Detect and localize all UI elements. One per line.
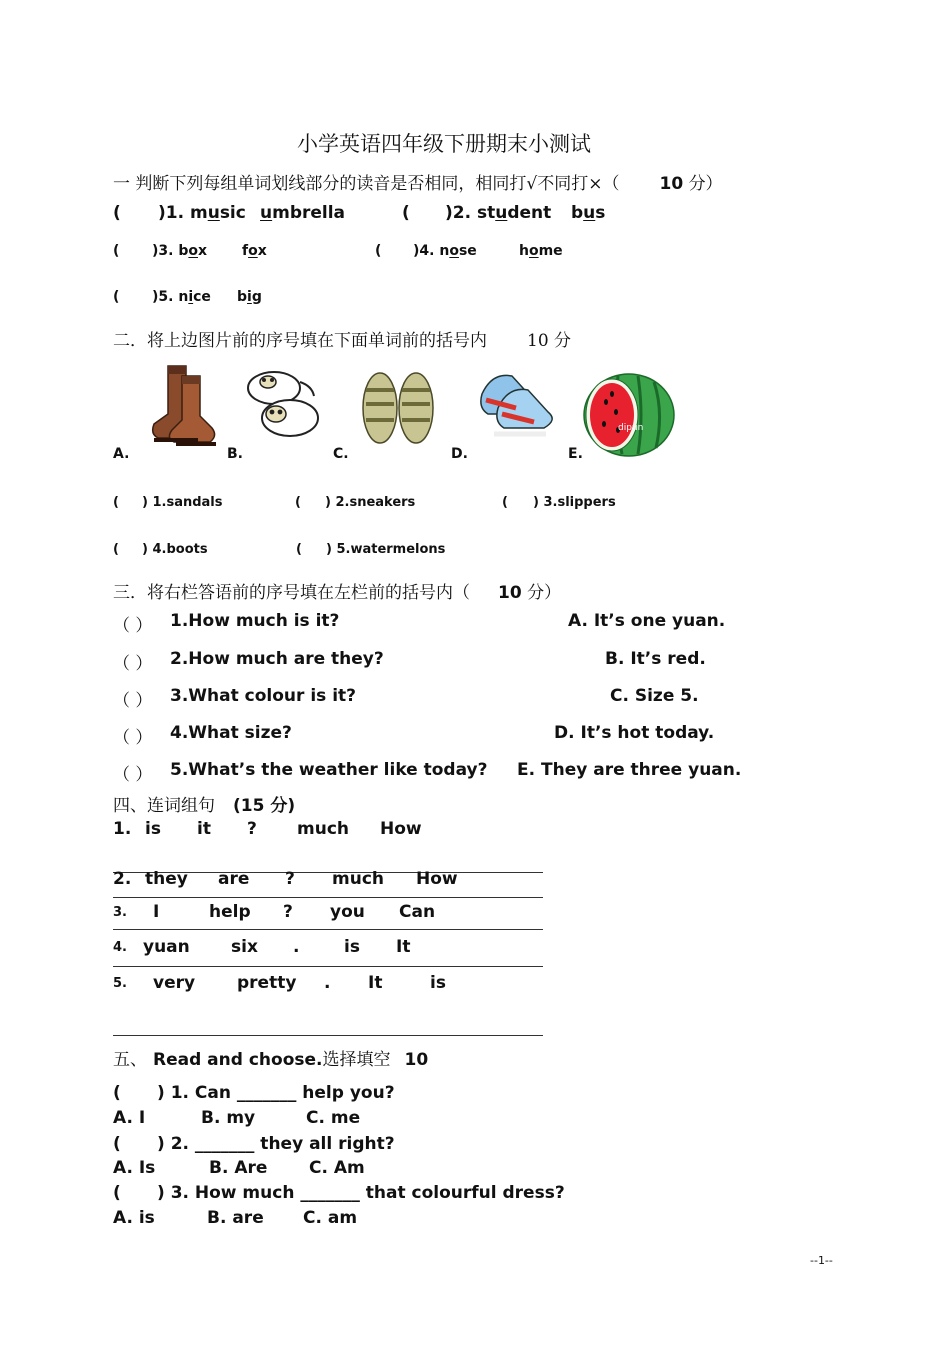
word: much [297, 819, 349, 839]
paren: ( [113, 243, 120, 259]
word-part: x [198, 243, 208, 259]
word: much [332, 869, 384, 889]
word-part: mbrella [272, 203, 346, 223]
s1-item-2 [402, 203, 606, 223]
word-part: b [571, 203, 584, 223]
word-part: sic [219, 203, 246, 223]
section-3-heading [113, 578, 561, 603]
word-part: s [595, 203, 606, 223]
word: ? [285, 869, 295, 889]
option-a: A. Is [113, 1158, 156, 1178]
s3-answer-e: E. They are three yuan. [517, 760, 742, 780]
underlined-part: o [248, 243, 258, 259]
s5-question-1 [113, 1083, 395, 1103]
word: they [145, 869, 188, 889]
section-1-heading-text: 一 判断下列每组单词划线部分的读音是否相同，相同打√不同打×（ [113, 174, 620, 194]
word-part: b [178, 243, 189, 259]
row-number: 1. [113, 819, 132, 839]
item-number: )4. [413, 243, 440, 259]
word: . [293, 937, 300, 957]
word: It [396, 937, 411, 957]
underlined-part: i [188, 289, 194, 305]
s3-answer-b: B. It’s red. [605, 649, 706, 669]
question-text: ) 1. Can _______ help you? [157, 1083, 395, 1103]
word: it [197, 819, 211, 839]
paren: （ ） [113, 654, 153, 674]
section-5-heading-en: Read and choose. [153, 1050, 323, 1070]
option-b: B. Are [209, 1158, 268, 1178]
paren: ( [113, 1134, 121, 1154]
word: I [153, 902, 160, 922]
s3-question-5 [113, 760, 488, 785]
section-5-heading-prefix: 五、 [113, 1050, 147, 1070]
section-4-heading-text: 四、连词组句 [113, 796, 215, 816]
answer-line [113, 897, 543, 898]
word: you [330, 902, 365, 922]
item-text: ) 2.sneakers [325, 495, 416, 510]
option-c: C. Am [309, 1158, 365, 1178]
paren: ( [295, 495, 301, 510]
word: very [153, 973, 196, 993]
section-1-heading [113, 169, 723, 194]
paren: ( [113, 289, 120, 305]
section-5-heading-cn: 选择填空 [322, 1050, 391, 1070]
picture-label-b: B. [227, 446, 243, 462]
underlined-part: o [528, 243, 539, 259]
question-text: 3.What colour is it? [170, 686, 357, 706]
section-3-score: 10 [498, 583, 522, 603]
word-part: f [242, 243, 249, 259]
option-a: A. I [113, 1108, 146, 1128]
word: six [231, 937, 258, 957]
paren: （ ） [113, 691, 153, 711]
option-c: C. am [303, 1208, 358, 1228]
s3-answer-c: C. Size 5. [610, 686, 699, 706]
row-number: 4. [113, 940, 127, 955]
word-part: ce [193, 289, 211, 305]
picture-label-a: A. [113, 446, 130, 462]
s1-item-5 [113, 289, 262, 305]
sandals-picture [358, 370, 438, 446]
item-number: )5. [152, 289, 179, 305]
word: ? [283, 902, 293, 922]
word-part: n [178, 289, 189, 305]
s3-question-2 [113, 649, 384, 674]
picture-label-e: E. [568, 446, 583, 462]
word-part: me [538, 243, 563, 259]
word-part: m [189, 203, 208, 223]
section-1-score-unit: 分） [688, 174, 723, 194]
option-a: A. is [113, 1208, 155, 1228]
answer-line [113, 966, 543, 967]
section-2-heading [113, 326, 571, 351]
paren: ( [113, 203, 121, 223]
page-number: --1-- [810, 1254, 833, 1267]
s2-item-3 [502, 495, 616, 510]
word: It [368, 973, 383, 993]
paren: （ ） [113, 728, 153, 748]
item-text: ) 4.boots [142, 542, 208, 557]
word: Can [399, 902, 436, 922]
answer-line [113, 1035, 543, 1036]
section-1-score: 10 [659, 174, 684, 194]
underlined-part: u [207, 203, 220, 223]
word: is [430, 973, 446, 993]
item-text: ) 1.sandals [142, 495, 223, 510]
s5-question-3 [113, 1183, 565, 1203]
option-b: B. are [207, 1208, 264, 1228]
word: How [380, 819, 422, 839]
sneakers-picture [476, 364, 558, 446]
question-text: 2.How much are they? [170, 649, 384, 669]
item-number: )3. [152, 243, 179, 259]
question-text: 5.What’s the weather like today? [170, 760, 488, 780]
s5-question-2 [113, 1134, 395, 1154]
question-text: 1.How much is it? [170, 611, 340, 631]
word-part: h [519, 243, 529, 259]
section-5-score: 10 [404, 1050, 429, 1070]
paren: ( [375, 243, 382, 259]
word: ? [247, 819, 257, 839]
s2-item-4 [113, 542, 208, 557]
picture-label-c: C. [333, 446, 349, 462]
paren: ( [296, 542, 302, 557]
word: How [416, 869, 458, 889]
page-title: 小学英语四年级下册期末小测试 [297, 132, 591, 156]
s1-item-4 [375, 243, 563, 259]
word: is [145, 819, 161, 839]
item-text: ) 3.slippers [533, 495, 616, 510]
s2-item-5 [296, 542, 446, 557]
section-2-score: 10 分 [527, 331, 572, 351]
section-3-score-unit: 分） [527, 583, 562, 603]
s3-question-1 [113, 611, 340, 636]
paren: （ ） [113, 616, 153, 636]
word: help [209, 902, 251, 922]
word-part: x [257, 243, 267, 259]
row-number: 5. [113, 976, 127, 991]
paren: （ ） [113, 765, 153, 785]
answer-line [113, 929, 543, 930]
watermark-text: dipun [618, 423, 644, 433]
s3-question-3 [113, 686, 357, 711]
word-part: b [237, 289, 248, 305]
paren: ( [113, 1083, 121, 1103]
question-text: 4.What size? [170, 723, 292, 743]
item-text: ) 5.watermelons [326, 542, 446, 557]
picture-label-d: D. [451, 446, 468, 462]
s3-answer-a: A. It’s one yuan. [568, 611, 726, 631]
option-c: C. me [306, 1108, 361, 1128]
word-part: n [439, 243, 450, 259]
section-4-score: (15 分) [233, 796, 296, 816]
word: pretty [237, 973, 297, 993]
paren: ( [402, 203, 410, 223]
word-part: g [251, 289, 262, 305]
s2-item-2 [295, 495, 416, 510]
section-3-heading-text: 三．将右栏答语前的序号填在左栏前的括号内（ [113, 583, 470, 603]
slippers-picture [240, 364, 322, 444]
question-text: ) 3. How much _______ that colourful dress? [157, 1183, 565, 1203]
word-part: se [458, 243, 477, 259]
paren: ( [502, 495, 508, 510]
paren: ( [113, 1183, 121, 1203]
underlined-part: o [188, 243, 198, 259]
section-5-heading [113, 1045, 428, 1070]
paren: ( [113, 542, 119, 557]
watermelon-picture [582, 372, 676, 458]
row-number: 3. [113, 905, 127, 920]
question-text: ) 2. _______ they all right? [157, 1134, 395, 1154]
word-part: dent [507, 203, 552, 223]
section-4-heading [113, 791, 295, 816]
row-number: 2. [113, 869, 132, 889]
underlined-part: o [449, 243, 459, 259]
option-b: B. my [201, 1108, 256, 1128]
word: are [218, 869, 250, 889]
item-number: )1. [158, 203, 190, 223]
underlined-part: i [247, 289, 252, 305]
word-part: st [476, 203, 496, 223]
item-number: )2. [445, 203, 477, 223]
underlined-part: u [260, 203, 273, 223]
boots-picture [138, 362, 218, 452]
s2-item-1 [113, 495, 223, 510]
word: . [324, 973, 331, 993]
s3-question-4 [113, 723, 292, 748]
underlined-part: u [583, 203, 596, 223]
underlined-part: u [495, 203, 508, 223]
s3-answer-d: D. It’s hot today. [554, 723, 715, 743]
paren: ( [113, 495, 119, 510]
word: yuan [143, 937, 190, 957]
word: is [344, 937, 360, 957]
section-2-heading-text: 二．将上边图片前的序号填在下面单词前的括号内 [113, 331, 487, 351]
s1-item-3 [113, 243, 267, 259]
s1-item-1 [113, 203, 346, 223]
